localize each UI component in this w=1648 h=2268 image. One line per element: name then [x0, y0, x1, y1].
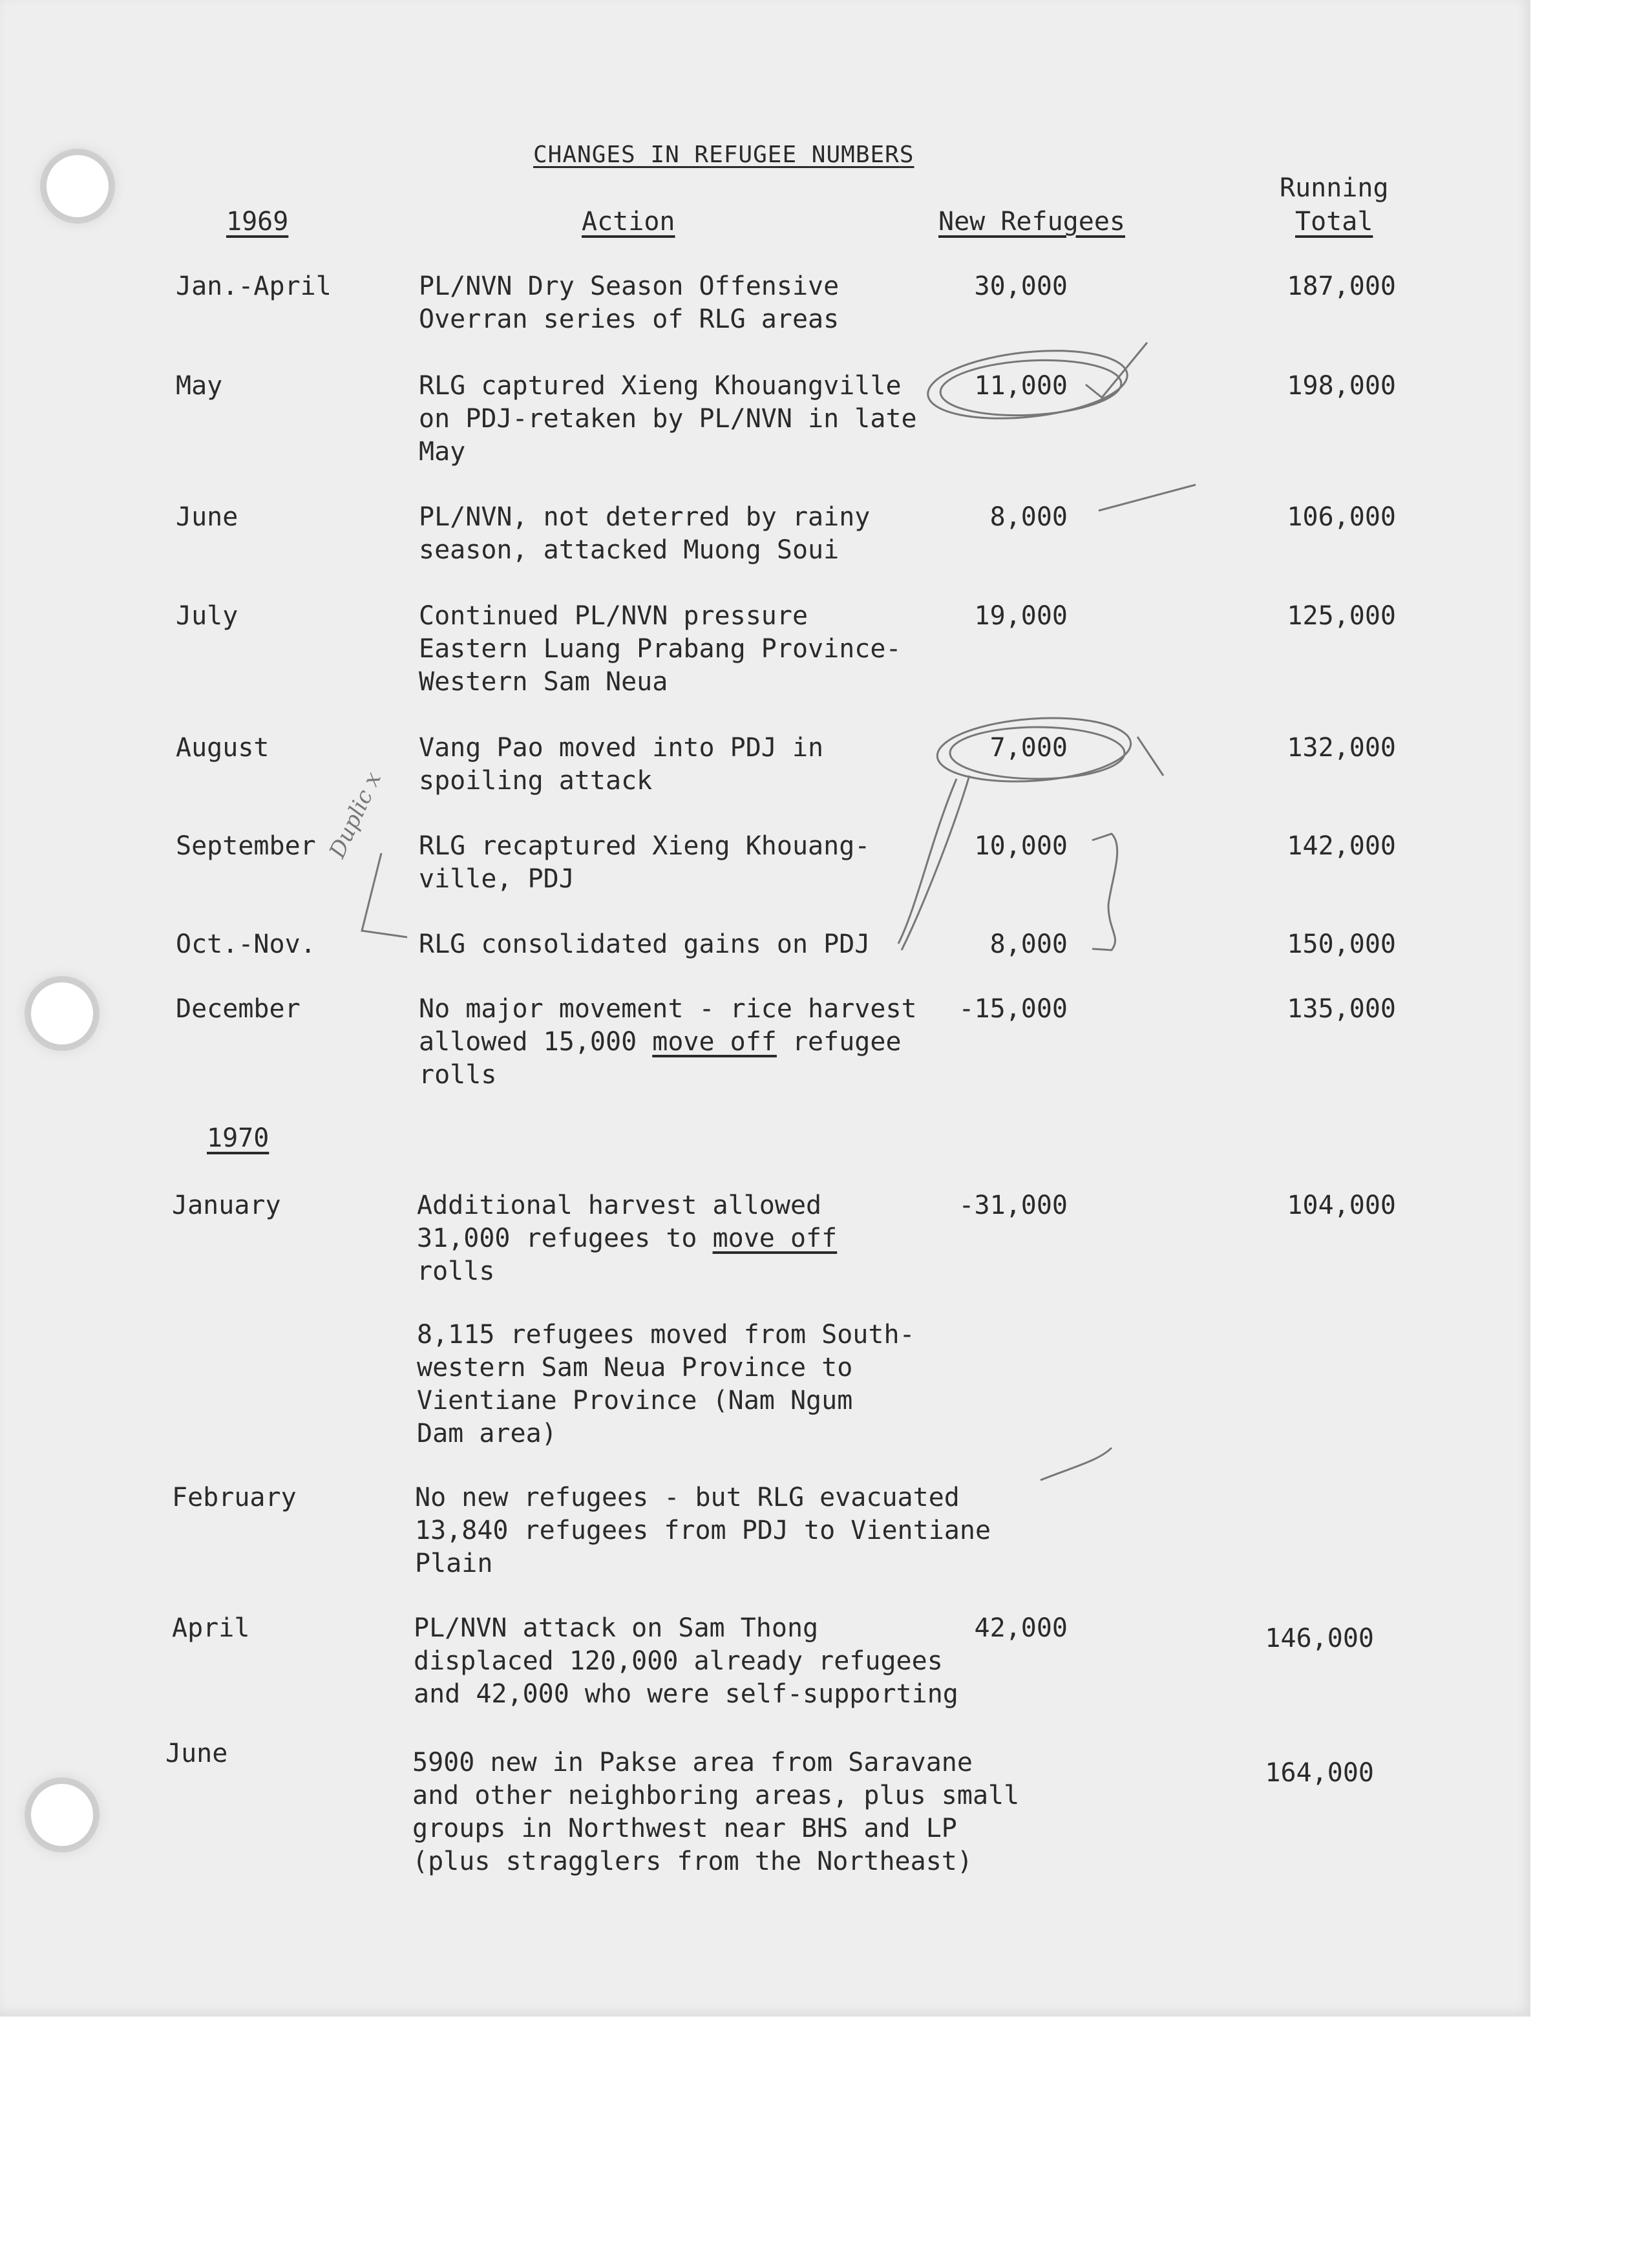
year-heading-1970: 1970: [207, 1123, 269, 1153]
header-running: Running: [1280, 173, 1389, 203]
row-action-line: ville, PDJ: [419, 864, 575, 894]
row-action-line: spoiling attack: [419, 766, 653, 796]
document-title: CHANGES IN REFUGEE NUMBERS: [533, 142, 914, 168]
row-new-refugees: -15,000: [958, 994, 1068, 1024]
row-new-refugees: 42,000: [974, 1613, 1068, 1643]
header-year-1969: 1969: [226, 207, 289, 237]
row-action-line: rolls: [419, 1060, 497, 1090]
row-action-line: RLG captured Xieng Khouangville: [419, 371, 902, 401]
row-period: January: [172, 1191, 281, 1220]
row-new-refugees: 11,000: [974, 371, 1068, 401]
action-text: 31,000 refugees to: [417, 1224, 713, 1253]
row-action-line: (plus stragglers from the Northeast): [412, 1847, 973, 1876]
row-action-line: PL/NVN attack on Sam Thong: [414, 1613, 819, 1643]
row-action-line: Dam area): [417, 1419, 557, 1448]
row-new-refugees: -31,000: [958, 1191, 1068, 1220]
row-action-line: 5900 new in Pakse area from Saravane: [412, 1748, 973, 1777]
row-period: December: [176, 994, 301, 1024]
row-action-line: Plain: [415, 1549, 493, 1578]
row-action-line: and other neighboring areas, plus small: [412, 1781, 1020, 1810]
row-period: May: [176, 371, 223, 401]
pencil-arrow-to-pdj: [898, 779, 956, 944]
pencil-brace-sept-oct: [1092, 834, 1117, 950]
row-running-total: 198,000: [1287, 371, 1396, 401]
row-action-line: 13,840 refugees from PDJ to Vientiane: [415, 1516, 991, 1545]
pencil-check-may: [1086, 343, 1147, 397]
row-period: June: [176, 502, 238, 532]
action-text: refugee: [776, 1027, 902, 1057]
pencil-bracket-left: [362, 853, 407, 937]
row-action-line: Vientiane Province (Nam Ngum: [417, 1386, 853, 1415]
row-action-line: No major movement - rice harvest: [419, 994, 917, 1024]
row-running-total: 104,000: [1287, 1191, 1396, 1220]
row-period: February: [172, 1483, 297, 1512]
header-total: Total: [1295, 207, 1373, 237]
row-new-refugees: 8,000: [989, 502, 1068, 532]
row-action-line: western Sam Neua Province to: [417, 1353, 853, 1383]
row-period: August: [176, 733, 269, 763]
row-period: September: [176, 831, 316, 861]
row-new-refugees: 30,000: [974, 271, 1068, 301]
row-action-line: Overran series of RLG areas: [419, 304, 840, 334]
row-action-line: on PDJ-retaken by PL/NVN in late: [419, 404, 917, 434]
row-action-line: No new refugees - but RLG evacuated: [415, 1483, 960, 1512]
row-action-line: and 42,000 who were self-supporting: [414, 1679, 958, 1709]
row-running-total: 132,000: [1287, 733, 1396, 763]
row-period: Oct.-Nov.: [176, 929, 316, 959]
row-action-line: May: [419, 437, 466, 467]
row-action-line: 8,115 refugees moved from South-: [417, 1320, 915, 1350]
underlined-phrase: move off: [652, 1027, 777, 1057]
pencil-margin-note: Duplic x: [324, 768, 387, 862]
pencil-stroke-right: [1099, 485, 1196, 511]
row-running-total: 150,000: [1287, 929, 1396, 959]
row-action-line: Eastern Luang Prabang Province-: [419, 634, 902, 664]
pencil-line-august: [1137, 737, 1163, 776]
row-action-line: groups in Northwest near BHS and LP: [412, 1814, 957, 1843]
row-action-line: RLG consolidated gains on PDJ: [419, 929, 871, 959]
row-period: July: [176, 601, 238, 631]
underlined-phrase: move off: [712, 1224, 838, 1253]
row-new-refugees: 8,000: [989, 929, 1068, 959]
row-action-line: RLG recaptured Xieng Khouang-: [419, 831, 871, 861]
pencil-curve-bottom: [1041, 1448, 1112, 1480]
row-running-total: 187,000: [1287, 271, 1396, 301]
row-running-total: 106,000: [1287, 502, 1396, 532]
row-action-line: Additional harvest allowed: [417, 1191, 822, 1220]
row-new-refugees: 7,000: [989, 733, 1068, 763]
row-running-total: 142,000: [1287, 831, 1396, 861]
pencil-arrow-to-pdj-2: [902, 776, 969, 950]
pencil-circle-august: [935, 712, 1133, 788]
header-action: Action: [582, 207, 675, 237]
row-action-line: PL/NVN Dry Season Offensive: [419, 271, 840, 301]
row-new-refugees: 19,000: [974, 601, 1068, 631]
row-action-line: season, attacked Muong Soui: [419, 535, 840, 565]
row-running-total: 164,000: [1265, 1758, 1374, 1788]
action-text: allowed 15,000: [419, 1027, 653, 1057]
row-period: June: [165, 1739, 228, 1768]
row-period: Jan.-April: [176, 271, 332, 301]
row-period: April: [172, 1613, 250, 1643]
row-running-total: 135,000: [1287, 994, 1396, 1024]
row-running-total: 146,000: [1265, 1624, 1374, 1653]
row-action-line: rolls: [417, 1256, 495, 1286]
pencil-circle-august-2: [950, 727, 1125, 779]
header-new-refugees: New Refugees: [938, 207, 1125, 237]
row-action-line: PL/NVN, not deterred by rainy: [419, 502, 871, 532]
row-new-refugees: 10,000: [974, 831, 1068, 861]
row-action-line: displaced 120,000 already refugees: [414, 1646, 943, 1676]
row-running-total: 125,000: [1287, 601, 1396, 631]
row-action-line: Western Sam Neua: [419, 667, 668, 697]
row-action-line: Vang Pao moved into PDJ in: [419, 733, 824, 763]
row-action-line: Continued PL/NVN pressure: [419, 601, 808, 631]
